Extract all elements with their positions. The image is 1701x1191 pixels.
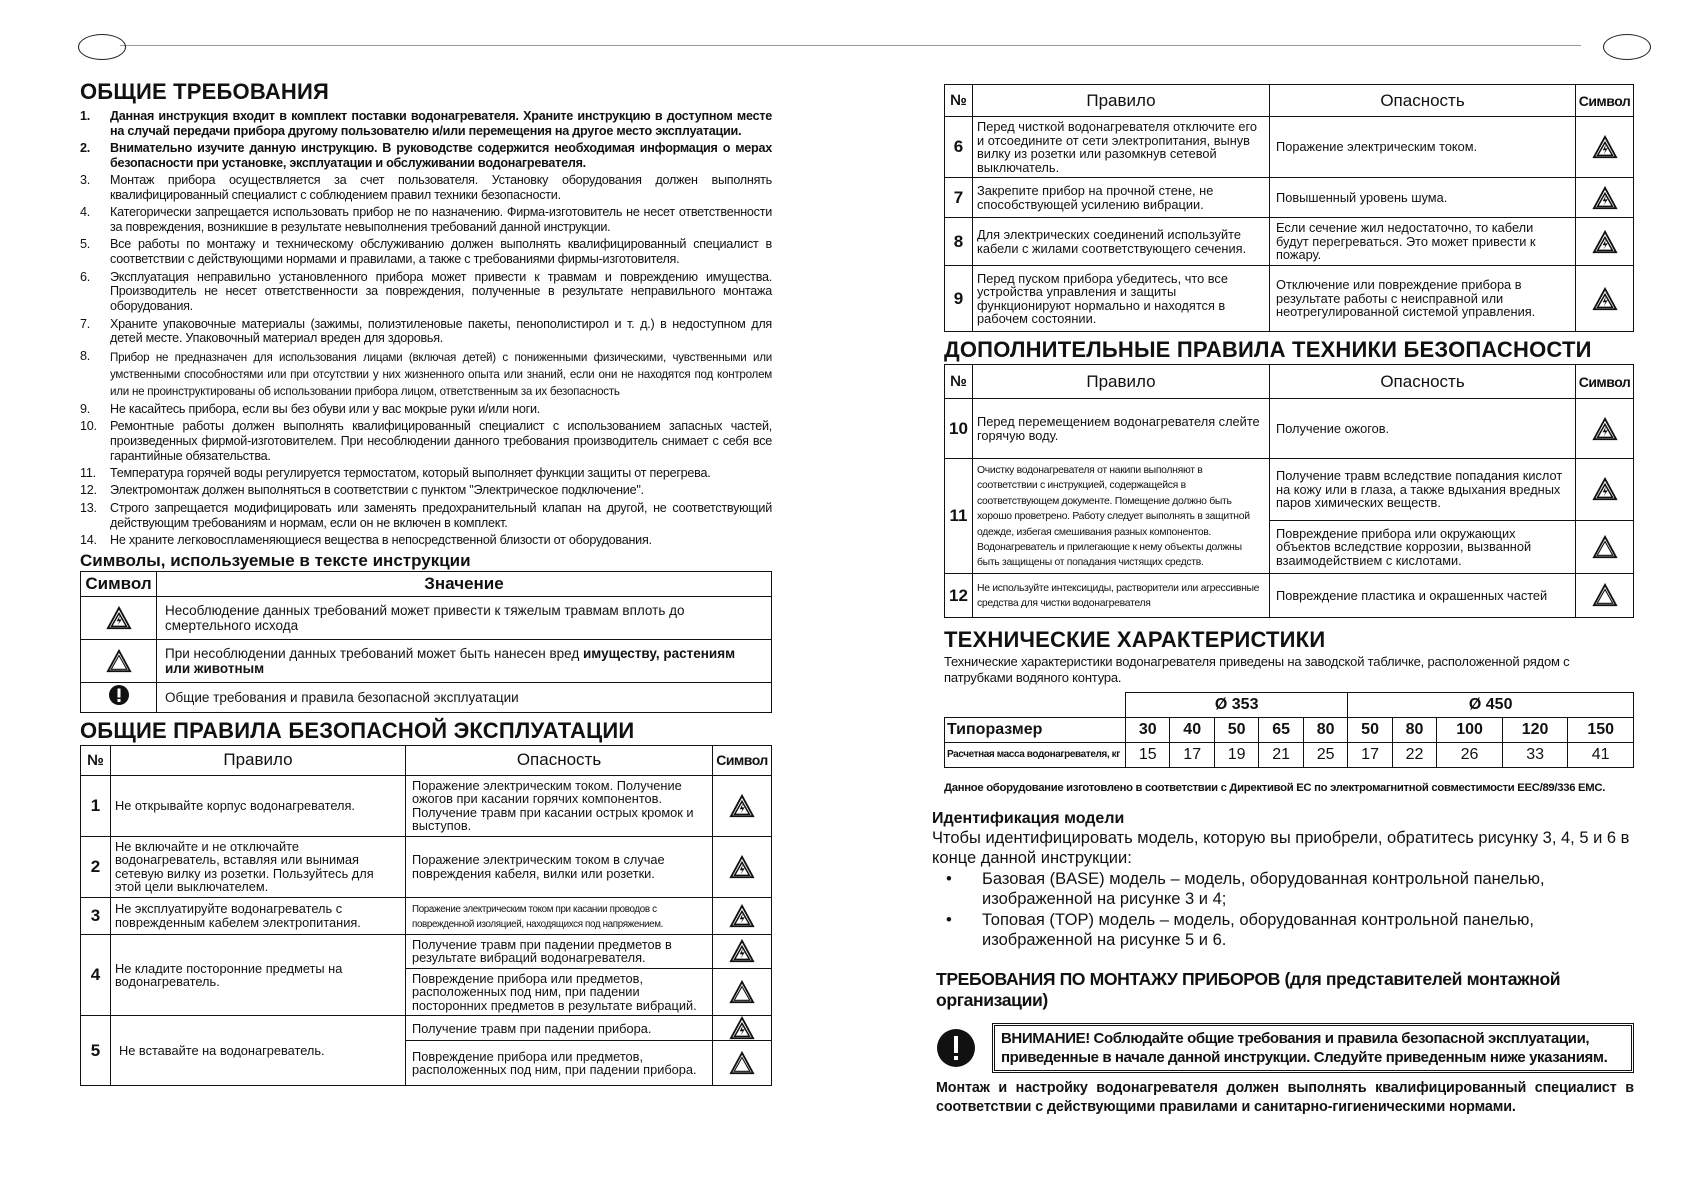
no-col-header: № bbox=[81, 745, 111, 775]
tech-specs-table bbox=[944, 692, 1634, 768]
table-row: 5 Не вставайте на водонагреватель. Получение травм при падении прибора. bbox=[81, 1016, 772, 1041]
table-row: 2 Не включайте и не отключайте водонагреватель, вставляя или вынимая сетевую вилку из розетки. Пользуйтесь для этой цели выключателем. Поражение электрическим током в случае повреждения кабеля, вилки или розетки. bbox=[81, 836, 772, 897]
rule-col-header: Правило bbox=[111, 745, 406, 775]
danger-triangle-icon bbox=[729, 939, 755, 963]
rule-col-header: Правило bbox=[973, 85, 1270, 117]
symbol-col-header: Символ bbox=[1576, 365, 1634, 399]
caution-triangle-icon bbox=[106, 649, 132, 673]
list-item: 14. Не храните легковоспламеняющиеся вещества в непосредственной близости от оборудования. bbox=[80, 532, 652, 547]
general-requirements-list bbox=[80, 109, 772, 548]
no-col-header: № bbox=[945, 85, 973, 117]
table-row: 11 Очистку водонагревателя от накипи выполняют в соответствии с инструкцией, содержащейся в соответствующем документе. Помещение должно быть хорошо проветрено. Работу следует выполнять в защитной одежде, избегая смешивания разных компонентов. Водонагреватель и прилегающие к нему объекты должны быть защищены от попадания чистящих средств. Получение травм вследствие попадания кислот на кожу или в глаза, а также вдыхания вредных паров химических веществ. bbox=[945, 459, 1634, 521]
danger-triangle-icon bbox=[729, 904, 755, 928]
danger-triangle-icon bbox=[1592, 477, 1618, 501]
table-row: 4 Не кладите посторонние предметы на водонагреватель. Получение травм при падении предметов в результате вибраций водонагревателя. bbox=[81, 934, 772, 968]
list-item: 11. Температура горячей воды регулируется термостатом, который выполняет функции защиты от перегрева. bbox=[80, 466, 711, 481]
danger-triangle-icon bbox=[729, 855, 755, 879]
list-item: 2. Внимательно изучите данную инструкцию. В руководстве содержится необходимая информация о мерах безопасности при установке, эксплуатации и обслуживании водонагревателя. bbox=[80, 141, 772, 171]
caution-triangle-icon bbox=[1592, 583, 1618, 607]
safety-rules-cont-table bbox=[944, 84, 1634, 332]
tech-specs-title: ТЕХНИЧЕСКИЕ ХАРАКТЕРИСТИКИ bbox=[944, 626, 1326, 652]
top-rule bbox=[120, 45, 1581, 46]
no-col-header: № bbox=[945, 365, 973, 399]
table-row: 8 Для электрических соединений используйте кабели с жилами соответствующего сечения. Если сечение жил недостаточно, то кабели будут перегреваться. Это может привести к пожару. bbox=[945, 218, 1634, 266]
danger-triangle-icon bbox=[729, 794, 755, 818]
general-requirements-title: ОБЩИЕ ТРЕБОВАНИЯ bbox=[80, 79, 330, 104]
table-row: 10 Перед перемещением водонагревателя слейте горячую воду. Получение ожогов. bbox=[945, 399, 1634, 459]
warning-box: ВНИМАНИЕ! Соблюдайте общие требования и правила безопасной эксплуатации, приведенные в начале данной инструкции. Следуйте приведенным ниже указаниям. bbox=[992, 1023, 1634, 1073]
symbol-col-header: Символ bbox=[81, 571, 157, 596]
table-row: Повреждение прибора или окружающих объектов вследствие коррозии, вызванной взаимодействием с кислотами. bbox=[945, 520, 1634, 573]
danger-triangle-icon bbox=[106, 606, 132, 630]
safety-rules-title: ОБЩИЕ ПРАВИЛА БЕЗОПАСНОЙ ЭКСПЛУАТАЦИИ bbox=[80, 717, 635, 743]
list-item: 4. Категорически запрещается использовать прибор не по назначению. Фирма-изготовитель не несет ответственности за повреждения, возникшие в результате невыполнения требований данной инструкции. bbox=[80, 205, 772, 235]
table-row: 7 Закрепите прибор на прочной стене, не способствующей усилению вибрации. Повышенный уровень шума. bbox=[945, 178, 1634, 218]
table-row: Общие требования и правила безопасной эксплуатации bbox=[81, 682, 772, 712]
list-item: 12. Электромонтаж должен выполняться в соответствии с пунктом "Электрическое подключение". bbox=[80, 483, 644, 498]
table-row: 1 Не открывайте корпус водонагревателя. Поражение электрическим током. Получение ожогов при касании горячих компонентов. Получение травм при касании острых кромок и выступов. bbox=[81, 775, 772, 836]
list-item: • Топовая (TOP) модель – модель, оборудованная контрольной панелью, изображенной на рисунке 5 и 6. bbox=[946, 910, 1534, 950]
table-row: 3 Не эксплуатируйте водонагреватель с поврежденным кабелем электропитания. Поражение электрическим током при касании проводов с поврежденной изоляцией, находящихся под напряжением. bbox=[81, 897, 772, 934]
additional-rules-table bbox=[944, 364, 1634, 618]
danger-triangle-icon bbox=[1592, 417, 1618, 441]
danger-triangle-icon bbox=[1592, 230, 1618, 254]
page-oval-left bbox=[78, 34, 126, 60]
table-row: Несоблюдение данных требований может привести к тяжелым травмам вплоть до смертельного исхода bbox=[81, 596, 772, 639]
list-item: 3. Монтаж прибора осуществляется за счет пользователя. Установку оборудования должен выполнять квалифицированный специалист с соблюдением правил техники безопасности. bbox=[80, 173, 772, 203]
final-paragraph: Монтаж и настройку водонагревателя должен выполнять квалифицированный специалист в соответствии с действующими правилами и санитарно-гигиеническими нормами. bbox=[936, 1079, 1634, 1115]
page-oval-right bbox=[1603, 34, 1651, 60]
caution-triangle-icon bbox=[729, 980, 755, 1004]
table-row: Типоразмер 30 40 50 65 80 50 80 100 120 150 bbox=[945, 717, 1634, 742]
symbol-col-header: Символ bbox=[713, 745, 772, 775]
montage-title: ТРЕБОВАНИЯ ПО МОНТАЖУ ПРИБОРОВ (для представителей монтажной организации) bbox=[936, 968, 1561, 1010]
list-item: 8. Прибор не предназначен для использования лицами (включая детей) с пониженными физическими, чувственными или умственными способностями или при отсутствии у них жизненного опыта или знаний, если они не находятся под контролем или не проинструктированы об использовании прибора лицом, ответственным за их безопасность bbox=[80, 348, 772, 398]
danger-triangle-icon bbox=[1592, 135, 1618, 159]
list-item: 9. Не касайтесь прибора, если вы без обуви или у вас мокрые руки и/или ноги. bbox=[80, 401, 541, 416]
model-identification bbox=[932, 810, 1634, 951]
danger-triangle-icon bbox=[1592, 287, 1618, 311]
additional-rules-title: ДОПОЛНИТЕЛЬНЫЕ ПРАВИЛА ТЕХНИКИ БЕЗОПАСНОСТИ bbox=[944, 337, 1592, 362]
list-item: 1. Данная инструкция входит в комплект поставки водонагревателя. Храните инструкцию в доступном месте на случай передачи прибора другому пользователю и/или перемещения на другое место эксплуатации. bbox=[80, 109, 772, 138]
tech-intro: Технические характеристики водонагревателя приведены на заводской табличке, расположенной рядом с патрубками водяного контура. bbox=[944, 653, 1570, 685]
table-row: 9 Перед пуском прибора убедитесь, что все устройства управления и защиты функционируют нормально и находятся в рабочем состоянии. Отключение или повреждение прибора в результате работы с неисправной или неотрегулированной системой управления. bbox=[945, 266, 1634, 332]
rule-col-header: Правило bbox=[973, 365, 1270, 399]
warning-row bbox=[936, 1023, 1634, 1073]
danger-col-header: Опасность bbox=[1270, 365, 1576, 399]
table-row: 12 Не используйте интексициды, растворители или агрессивные средства для чистки водонагревателя Повреждение пластика и окрашенных частей bbox=[945, 573, 1634, 617]
left-page bbox=[80, 78, 772, 1086]
table-row: Повреждение прибора или предметов, расположенных под ним, при падении посторонних предметов в результате вибраций. bbox=[81, 968, 772, 1016]
list-item: 10. Ремонтные работы должен выполнять квалифицированный специалист с использованием запасных частей, произведенных фирмой-изготовителем. При несоблюдении данного требования производитель снимает с себя все гарантийные обязательства. bbox=[80, 419, 772, 463]
info-exclamation-icon bbox=[108, 684, 130, 706]
group-450: Ø 450 bbox=[1348, 692, 1634, 717]
symbols-table bbox=[80, 571, 772, 713]
table-row: 6 Перед чисткой водонагревателя отключите его и отсоедините от сети электропитания, вынув вилку из розетки или разомкнув сетевой выключатель. Поражение электрическим током. bbox=[945, 117, 1634, 178]
list-item: 5. Все работы по монтажу и техническому обслуживанию должен выполнять квалифицированный специалист в соответствии с действующими нормами и правилами, а также с требованиями фирмы-изготовителя. bbox=[80, 237, 772, 267]
meaning-col-header: Значение bbox=[157, 571, 772, 596]
safety-rules-table bbox=[80, 745, 772, 1087]
ident-text: Чтобы идентифицировать модель, которую вы приобрели, обратитесь рисунку 3, 4, 5 и 6 в конце данной инструкции: bbox=[932, 828, 1630, 868]
list-item: 6. Эксплуатация неправильно установленного прибора может привести к травмам и повреждению имущества. Производитель не несет ответственности за повреждения, полученные в результате неправильного монтажа оборудования. bbox=[80, 269, 772, 314]
ident-title: Идентификация модели bbox=[932, 809, 1125, 827]
warning-exclamation-icon bbox=[936, 1028, 976, 1068]
table-row: Расчетная масса водонагревателя, кг 15 17 19 21 25 17 22 26 33 41 bbox=[945, 742, 1634, 767]
right-page bbox=[932, 84, 1634, 1117]
list-item: • Базовая (BASE) модель – модель, оборудованная контрольной панелью, изображенной на рисунке 3 и 4; bbox=[946, 869, 1545, 909]
caution-triangle-icon bbox=[729, 1051, 755, 1075]
list-item: 7. Храните упаковочные материалы (зажимы, полиэтиленовые пакеты, пенополистирол и т. д.) в недоступном для детей месте. Упаковочный материал вреден для здоровья. bbox=[80, 316, 772, 346]
group-353: Ø 353 bbox=[1126, 692, 1348, 717]
danger-triangle-icon bbox=[729, 1016, 755, 1040]
table-row: Повреждение прибора или предметов, расположенных под ним, при падении прибора. bbox=[81, 1041, 772, 1086]
directive-note: Данное оборудование изготовлено в соответствии с Директивой ЕС по электромагнитной совместимости EEC/89/336 EMC. bbox=[944, 781, 1606, 794]
symbol-col-header: Символ bbox=[1576, 85, 1634, 117]
symbols-title: Символы, используемые в тексте инструкции bbox=[80, 550, 471, 570]
danger-col-header: Опасность bbox=[406, 745, 713, 775]
list-item: 13. Строго запрещается модифицировать или заменять предохранительный клапан на другой, не соответствующий действующим требованиям и нормам, если он не включен в комплект. bbox=[80, 500, 772, 530]
danger-triangle-icon bbox=[1592, 186, 1618, 210]
danger-col-header: Опасность bbox=[1270, 85, 1576, 117]
caution-triangle-icon bbox=[1592, 535, 1618, 559]
table-row: При несоблюдении данных требований может быть нанесен вред имуществу, растениям или животным bbox=[81, 639, 772, 682]
